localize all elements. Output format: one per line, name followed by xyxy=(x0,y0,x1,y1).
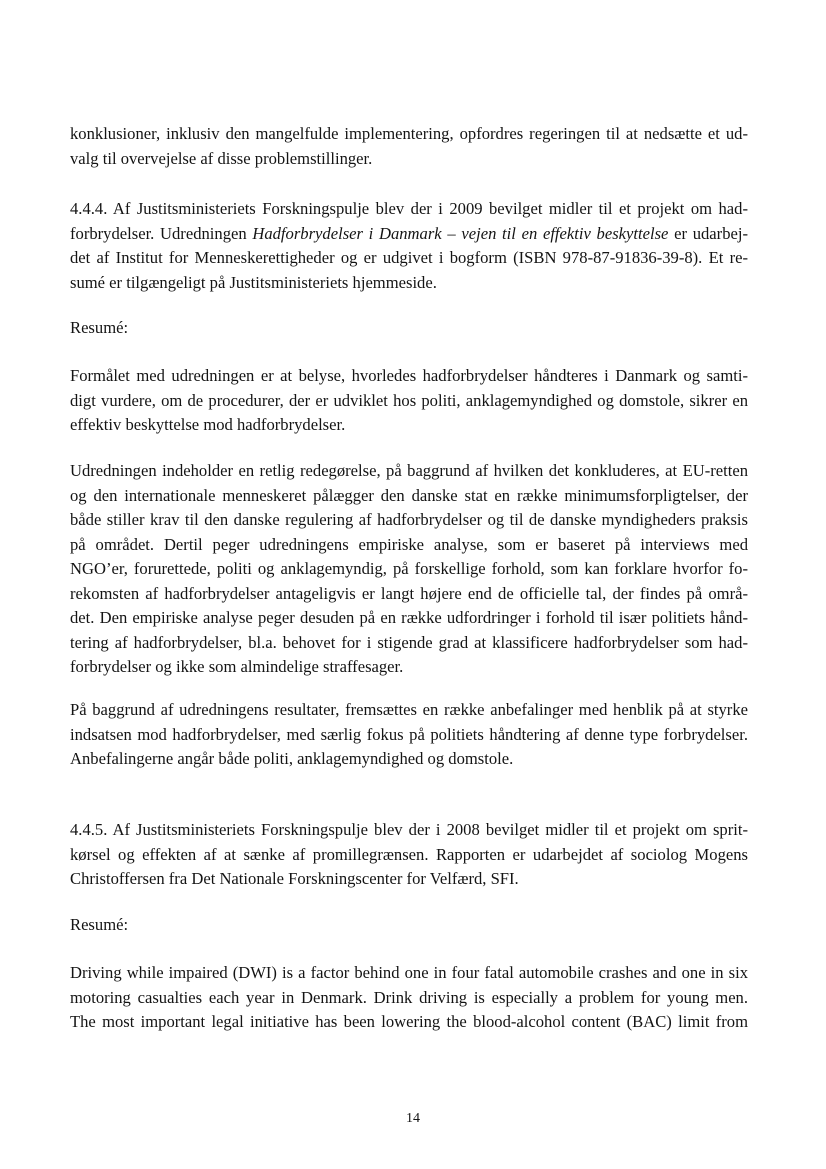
text-line: forbrydelser og ikke som almindelige straffesager. xyxy=(70,657,404,676)
resume-recommendations-paragraph xyxy=(70,698,748,772)
resume-heading xyxy=(70,913,748,938)
resume-dwi-paragraph xyxy=(70,961,748,1035)
text-line: indsatsen mod hadforbrydelser, med særlig fokus på politiets håndtering af denne type forbrydelser. xyxy=(70,724,748,744)
text-line: motoring casualties each year in Denmark. Drink driving is especially a problem for young men. xyxy=(70,987,748,1007)
text-line: Driving while impaired (DWI) is a factor behind one in four fatal automobile crashes and one in six xyxy=(70,963,748,982)
page-number: 14 xyxy=(406,1111,420,1126)
text-fragment: forbrydelser. Udredningen xyxy=(70,223,253,243)
text-line: Anbefalingerne angår både politi, anklagemyndighed og domstole. xyxy=(70,749,514,768)
text-line: Formålet med udredningen er at belyse, hvorledes hadforbrydelser håndteres i Danmark og samti- xyxy=(70,366,748,385)
resume-content-paragraph xyxy=(70,459,748,680)
paragraph-conclusion-continued xyxy=(70,122,748,171)
text-line: kørsel og effekten af at sænke af promillegrænsen. Rapporten er udarbejdet af sociolog Mogens xyxy=(70,844,748,864)
text-line: 4.4.4. Af Justitsministeriets Forskningspulje blev der i 2009 bevilget midler til et projekt om had- xyxy=(70,199,748,218)
text-line: 4.4.5. Af Justitsministeriets Forskningspulje blev der i 2008 bevilget midler til et projekt om sprit- xyxy=(70,820,748,839)
text-line: på området. Dertil peger udredningens empiriske analyse, som er baseret på interviews med xyxy=(70,534,748,554)
text-line: det. Den empiriske analyse peger desuden på en række udfordringer i forhold til især politiets hånd- xyxy=(70,608,748,627)
text-line: og den internationale menneskeret pålægger den danske stat en række minimumsforpligtelser, der xyxy=(70,485,748,505)
heading-text: Resumé: xyxy=(70,318,129,337)
text-line: NGO’er, forurettede, politi og anklagemyndig, på forskellige forhold, som kan forklare hvorfor fo- xyxy=(70,559,748,578)
section-4-4-4-paragraph xyxy=(70,197,748,295)
text-line: rekomsten af hadforbrydelser antageligvis er langt højere end de officielle tal, der findes på områ- xyxy=(70,583,748,603)
heading-text: Resumé: xyxy=(70,915,129,934)
text-line: The most important legal initiative has been lowering the blood-alcohol content (BAC) limit from xyxy=(70,1012,748,1031)
text-line xyxy=(70,222,748,247)
text-line: sumé er tilgængeligt på Justitsministeriets hjemmeside. xyxy=(70,272,437,292)
report-title-italic: Hadforbrydelser i Danmark – vejen til en effektiv beskyttelse xyxy=(252,223,669,243)
text-line: både stiller krav til den danske regulering af hadforbrydelser og til de danske myndigheders praksis xyxy=(70,510,748,529)
text-line: valg til overvejelse af disse problemstillinger. xyxy=(70,148,373,168)
section-4-4-5-paragraph xyxy=(70,818,748,892)
text-line: det af Institut for Menneskerettigheder og er udgivet i bogform (ISBN 978-87-91836-39-8). Et re- xyxy=(70,248,748,267)
resume-purpose-paragraph xyxy=(70,364,748,438)
text-fragment: er udarbej- xyxy=(668,223,748,243)
resume-heading xyxy=(70,316,748,341)
text-line: Udredningen indeholder en retlig redegørelse, på baggrund af hvilken det konkluderes, at EU-retten xyxy=(70,461,748,480)
text-line: Christoffersen fra Det Nationale Forskningscenter for Velfærd, SFI. xyxy=(70,869,519,888)
text-line: konklusioner, inklusiv den mangelfulde implementering, opfordres regeringen til at nedsætte et ud- xyxy=(70,124,748,143)
text-line: effektiv beskyttelse mod hadforbrydelser. xyxy=(70,415,346,434)
text-line: På baggrund af udredningens resultater, fremsættes en række anbefalinger med henblik på at styrke xyxy=(70,700,748,719)
text-line: digt vurdere, om de procedurer, der er udviklet hos politi, anklagemyndighed og domstole, sikrer en xyxy=(70,390,748,410)
text-line: tering af hadforbrydelser, bl.a. behovet for i stigende grad at klassificere hadforbrydelser som had- xyxy=(70,632,748,652)
